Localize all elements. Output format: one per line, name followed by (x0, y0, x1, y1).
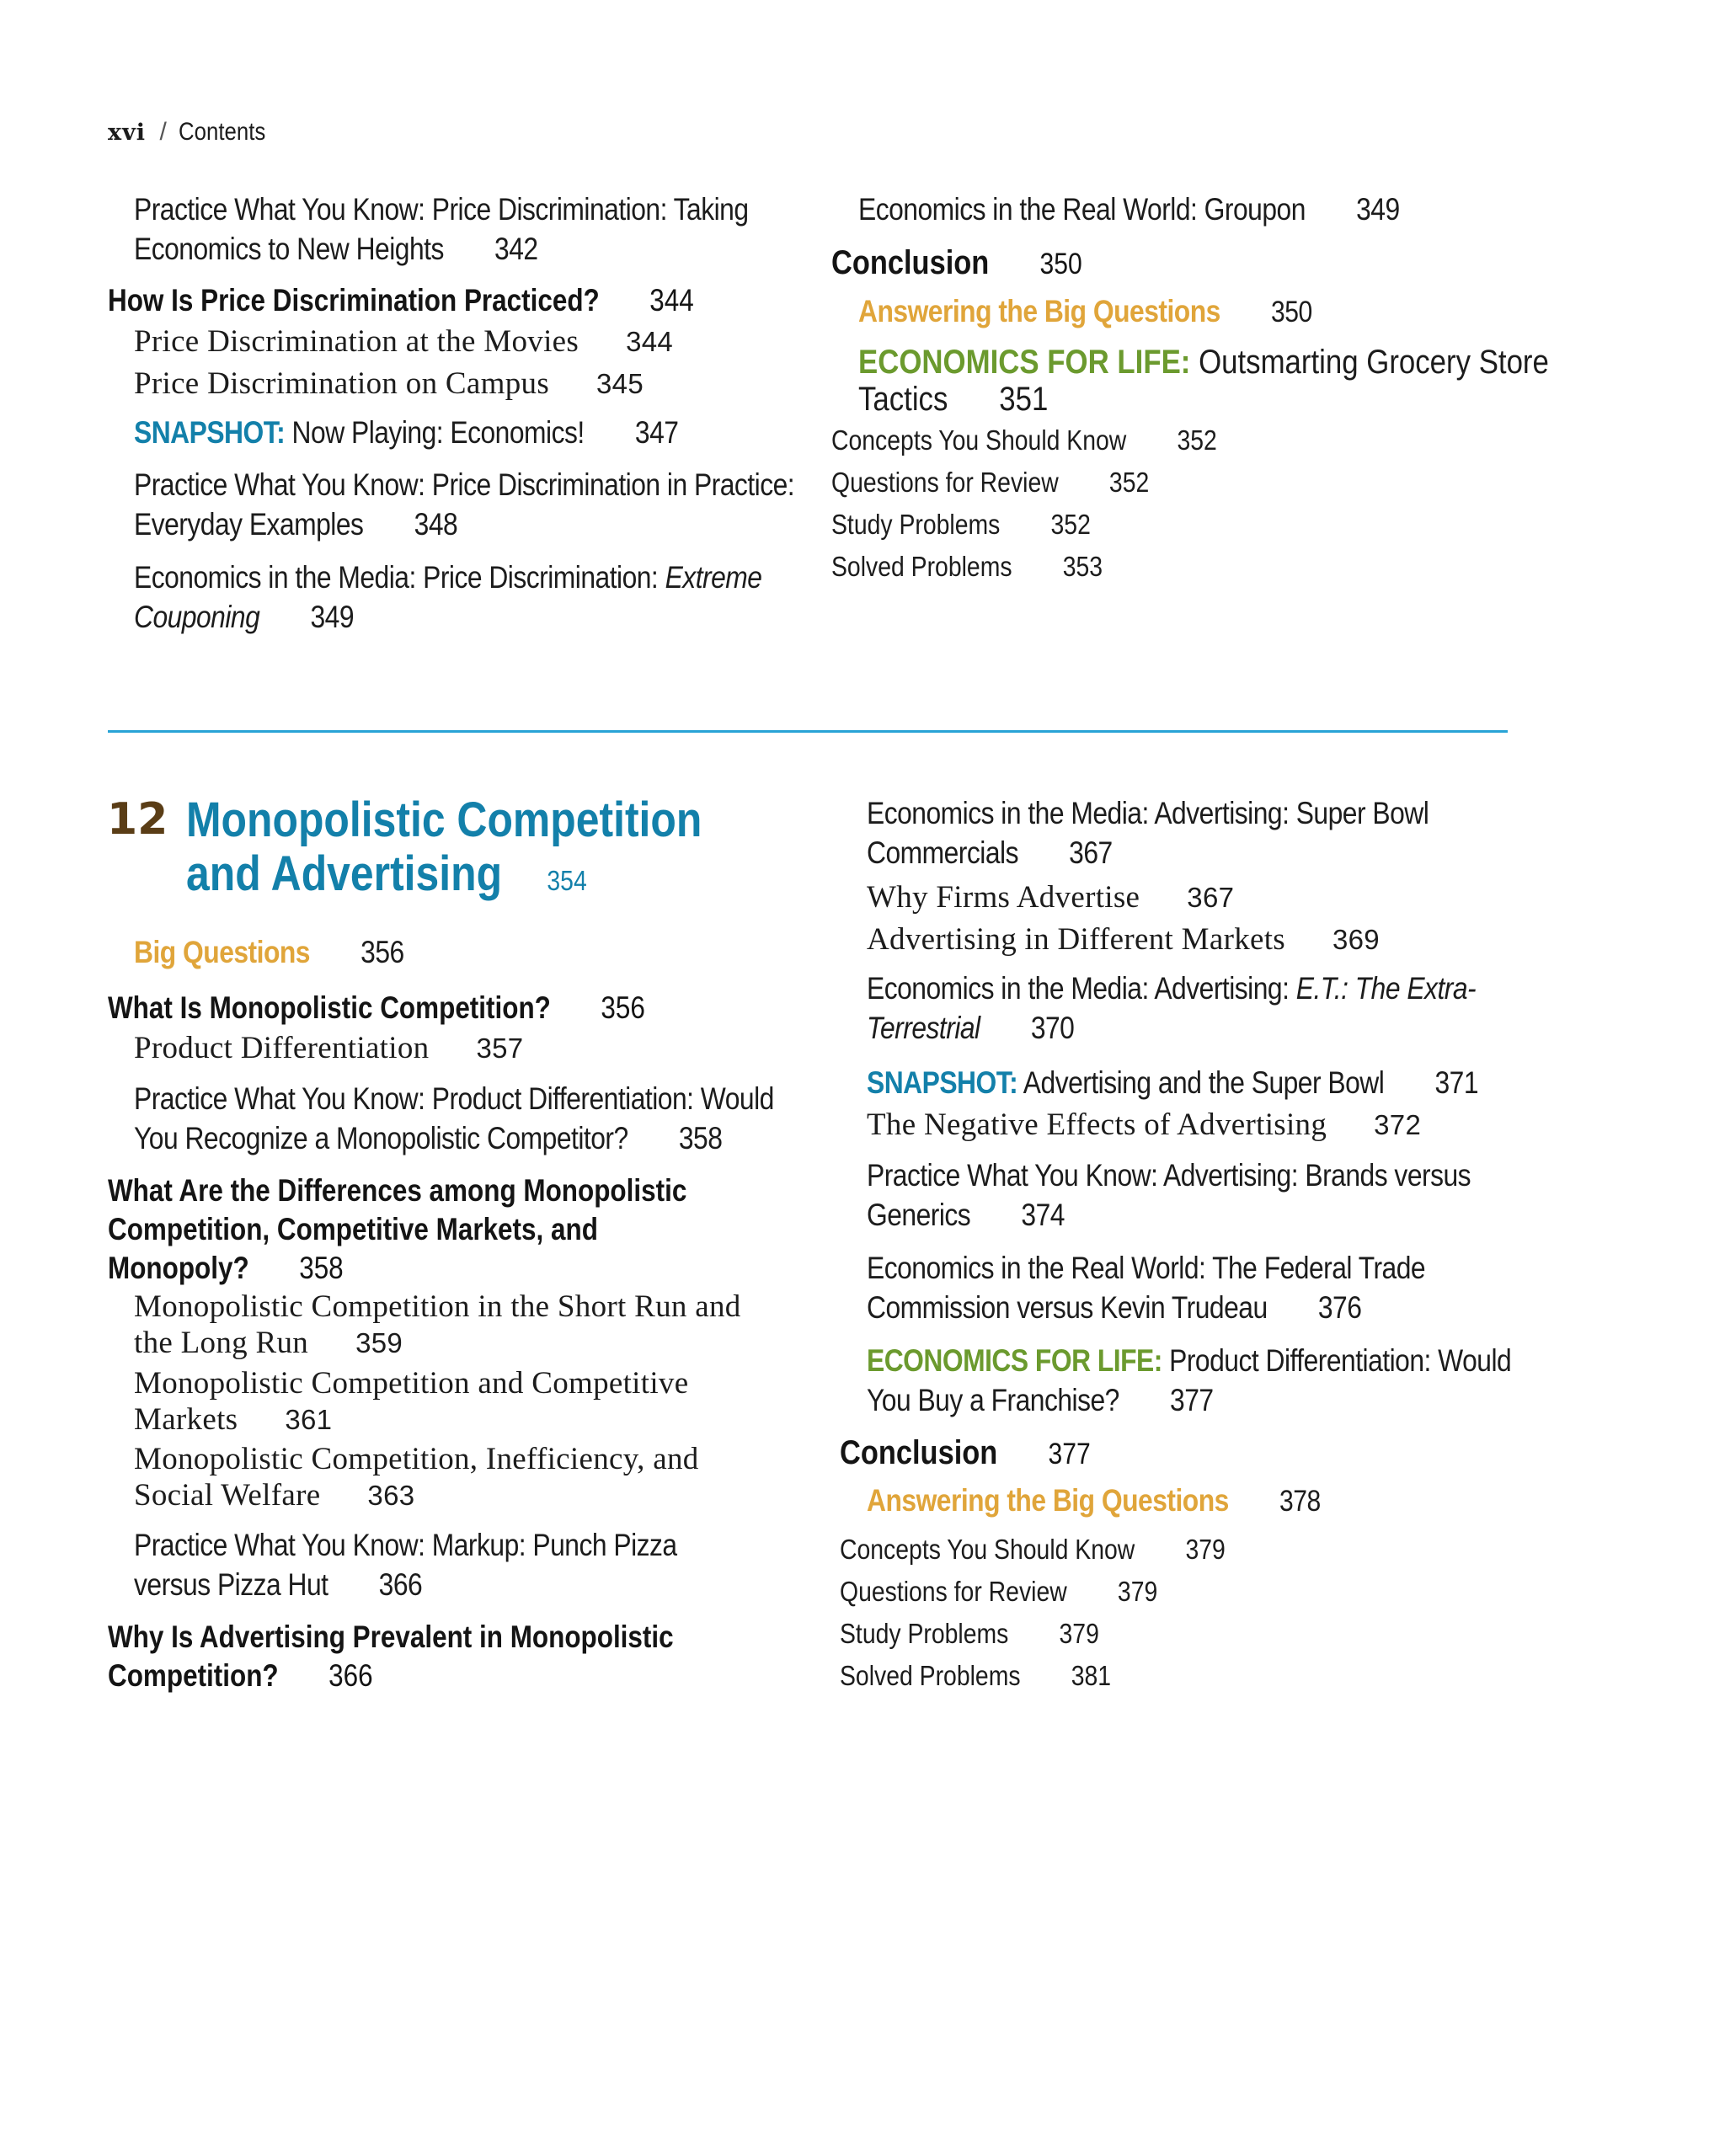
toc-entry-real-world-ftc[interactable] (867, 1248, 1425, 1327)
page-ref: 350 (1039, 248, 1082, 280)
entry-text: Economics in the Real World: The Federal Trade (867, 1251, 1426, 1285)
subsection-text: Monopolistic Competition in the Short Run and (134, 1289, 741, 1324)
toc-end-item[interactable] (840, 1529, 1226, 1571)
page-number: xvi (108, 120, 147, 146)
snapshot-label: SNAPSHOT: (134, 415, 286, 450)
page-ref: 359 (355, 1327, 403, 1358)
entry-text: Practice What You Know: Price Discrimination: Taking (134, 192, 749, 227)
subsection-text: Markets (134, 1402, 238, 1437)
page-ref: 372 (1374, 1109, 1422, 1140)
entry-text: Outsmarting Grocery Store (1199, 344, 1549, 381)
subsection-text: Monopolistic Competition, Inefficiency, and (134, 1442, 699, 1476)
toc-entry-practice-brands-generics[interactable] (867, 1155, 1471, 1235)
toc-end-item[interactable] (840, 1655, 1226, 1697)
heading-text: How Is Price Discrimination Practiced? (108, 283, 600, 318)
toc-subsection-why-firms-advertise[interactable] (867, 879, 1234, 915)
page-ref: 351 (999, 381, 1049, 418)
toc-answering-big-questions[interactable] (858, 291, 1312, 332)
toc-end-item[interactable] (840, 1613, 1226, 1655)
page-ref: 356 (601, 990, 645, 1025)
toc-end-item[interactable] (831, 546, 1217, 588)
entry-text: Everyday Examples (134, 507, 364, 542)
page-ref: 377 (1170, 1383, 1214, 1417)
page-ref: 378 (1279, 1485, 1321, 1518)
toc-big-questions[interactable] (134, 932, 404, 972)
entry-text: Practice What You Know: Advertising: Brands versus (867, 1158, 1471, 1193)
toc-subsection-product-differentiation[interactable] (134, 1030, 523, 1066)
page-ref: 344 (626, 326, 674, 357)
subsection-text: the Long Run (134, 1326, 309, 1360)
toc-snapshot-now-playing[interactable] (134, 413, 678, 452)
entry-text: Commission versus Kevin Trudeau (867, 1290, 1268, 1325)
end-item-text: Concepts You Should Know (831, 424, 1127, 456)
page-ref: 366 (378, 1567, 423, 1602)
toc-conclusion[interactable] (831, 242, 1082, 286)
toc-subsection-short-run-long-run[interactable] (134, 1289, 741, 1361)
efl-label: ECONOMICS FOR LIFE: (858, 344, 1191, 381)
page-ref: 367 (1069, 835, 1113, 870)
toc-economics-for-life-grocery[interactable] (858, 344, 1549, 418)
page-ref: 379 (1117, 1576, 1158, 1607)
toc-entry-practice-everyday-examples[interactable] (134, 465, 794, 544)
toc-end-item[interactable] (831, 504, 1217, 546)
heading-text: Why Is Advertising Prevalent in Monopolistic (108, 1620, 674, 1654)
end-item-text: Concepts You Should Know (840, 1534, 1135, 1565)
big-questions-text: Big Questions (134, 935, 310, 969)
subsection-text: Why Firms Advertise (867, 880, 1140, 915)
toc-entry-practice-product-differentiation[interactable] (134, 1079, 774, 1158)
toc-end-matter-list (831, 419, 1217, 588)
page-ref: 379 (1185, 1534, 1226, 1565)
toc-end-matter-list (840, 1529, 1226, 1697)
page-ref: 381 (1071, 1660, 1112, 1691)
entry-text: Economics in the Media: Advertising: (867, 971, 1290, 1006)
page-ref: 358 (299, 1251, 344, 1285)
subsection-text: Social Welfare (134, 1478, 321, 1513)
toc-heading-price-discrimination-practiced[interactable] (108, 281, 694, 320)
snapshot-label: SNAPSHOT: (867, 1065, 1018, 1100)
toc-conclusion[interactable] (840, 1432, 1091, 1476)
heading-text: What Are the Differences among Monopolistic (108, 1173, 687, 1208)
subsection-text: Product Differentiation (134, 1031, 430, 1065)
page-ref: 376 (1317, 1290, 1362, 1325)
toc-subsection-negative-effects[interactable] (867, 1107, 1421, 1143)
entry-text: Generics (867, 1198, 971, 1232)
entry-text: You Buy a Franchise? (867, 1383, 1119, 1417)
toc-entry-media-extreme-couponing[interactable] (134, 558, 761, 637)
entry-title-italic: Terrestrial (867, 1011, 980, 1045)
entry-text: Economics in the Real World: Groupon (858, 192, 1306, 227)
page-ref: 342 (494, 232, 538, 266)
end-item-text: Solved Problems (840, 1660, 1021, 1691)
toc-subsection-inefficiency-welfare[interactable] (134, 1441, 699, 1513)
subsection-text: Monopolistic Competition and Competitive (134, 1366, 689, 1401)
page-ref: 352 (1050, 509, 1091, 540)
page-ref: 357 (476, 1033, 524, 1064)
entry-text: Product Differentiation: Would (1169, 1343, 1512, 1378)
toc-entry-real-world-groupon[interactable] (858, 189, 1400, 229)
conclusion-text: Conclusion (840, 1434, 998, 1471)
heading-text: Competition? (108, 1658, 279, 1693)
page-ref: 371 (1434, 1065, 1479, 1100)
entry-text: Economics to New Heights (134, 232, 444, 266)
chapter-number: 12 (107, 794, 168, 845)
end-item-text: Questions for Review (831, 467, 1059, 498)
toc-answering-big-questions[interactable] (867, 1481, 1321, 1521)
entry-text: Now Playing: Economics! (291, 415, 585, 450)
end-item-text: Solved Problems (831, 551, 1012, 582)
toc-subsection-campus[interactable] (134, 366, 644, 402)
page-ref: 350 (1271, 296, 1312, 328)
toc-entry-practice-markup-pizza[interactable] (134, 1525, 677, 1604)
page-ref: 370 (1030, 1011, 1075, 1045)
chapter-divider (108, 730, 1508, 733)
toc-end-item[interactable] (831, 419, 1217, 462)
toc-entry-media-super-bowl[interactable] (867, 793, 1429, 873)
page-ref: 363 (367, 1480, 415, 1511)
entry-text: Tactics (858, 381, 948, 418)
toc-entry-practice-taking-economics[interactable] (134, 189, 749, 269)
efl-label: ECONOMICS FOR LIFE: (867, 1343, 1162, 1378)
entry-title-italic: Extreme (665, 560, 762, 595)
heading-text: Competition, Competitive Markets, and (108, 1212, 598, 1246)
toc-subsection-competitive-markets[interactable] (134, 1365, 688, 1438)
page-ref: 377 (1048, 1438, 1091, 1470)
page-ref: 366 (328, 1658, 373, 1693)
toc-subsection-different-markets[interactable] (867, 921, 1380, 958)
toc-heading-why-advertising[interactable] (108, 1618, 674, 1695)
toc-snapshot-super-bowl[interactable] (867, 1063, 1478, 1102)
chapter-title-line: and Advertising (186, 846, 503, 901)
chapter-title[interactable] (186, 793, 702, 908)
subsection-text: Price Discrimination at the Movies (134, 324, 579, 359)
entry-text: versus Pizza Hut (134, 1567, 328, 1602)
header-section: Contents (179, 118, 266, 146)
page-ref: 379 (1059, 1618, 1099, 1649)
chapter-title-line: Monopolistic Competition (186, 792, 702, 847)
page-ref: 352 (1177, 424, 1217, 456)
page-ref: 353 (1062, 551, 1103, 582)
toc-subsection-movies[interactable] (134, 323, 673, 360)
page-ref: 358 (678, 1121, 723, 1155)
page-ref: 349 (310, 600, 355, 634)
page-ref: 348 (414, 507, 458, 542)
entry-text: Commercials (867, 835, 1018, 870)
page-ref: 345 (596, 368, 644, 399)
page-ref: 347 (634, 415, 679, 450)
entry-text: Economics in the Media: Price Discrimination: (134, 560, 659, 595)
answering-text: Answering the Big Questions (867, 1483, 1229, 1518)
chapter-page-ref: 354 (547, 865, 587, 896)
page-ref: 344 (649, 283, 694, 318)
toc-end-item[interactable] (831, 462, 1217, 504)
toc-end-item[interactable] (840, 1571, 1226, 1613)
entry-text: Economics in the Media: Advertising: Super Bowl (867, 796, 1429, 830)
toc-economics-for-life-franchise[interactable] (867, 1341, 1511, 1420)
heading-text: What Is Monopolistic Competition? (108, 990, 551, 1025)
entry-title-italic: Couponing (134, 600, 260, 634)
entry-text: Advertising and the Super Bowl (1023, 1065, 1385, 1100)
subsection-text: The Negative Effects of Advertising (867, 1107, 1327, 1142)
heading-text: Monopoly? (108, 1251, 249, 1285)
page-ref: 367 (1187, 882, 1235, 913)
entry-title-italic: E.T.: The Extra- (1295, 971, 1477, 1006)
answering-text: Answering the Big Questions (858, 294, 1220, 328)
end-item-text: Study Problems (840, 1618, 1009, 1649)
entry-text: Practice What You Know: Product Differentiation: Would (134, 1081, 774, 1116)
running-header (108, 118, 280, 147)
subsection-text: Price Discrimination on Campus (134, 366, 550, 401)
toc-heading-differences-among[interactable] (108, 1171, 686, 1288)
conclusion-text: Conclusion (831, 244, 990, 281)
page-ref: 374 (1021, 1198, 1065, 1232)
end-item-text: Questions for Review (840, 1576, 1067, 1607)
entry-text: Practice What You Know: Price Discrimination in Practice: (134, 467, 795, 502)
subsection-text: Advertising in Different Markets (867, 922, 1285, 957)
end-item-text: Study Problems (831, 509, 1001, 540)
page-ref: 352 (1108, 467, 1150, 498)
page-ref: 361 (285, 1404, 333, 1435)
entry-text: Practice What You Know: Markup: Punch Pizza (134, 1528, 677, 1562)
entry-text: You Recognize a Monopolistic Competitor? (134, 1121, 628, 1155)
toc-entry-media-et[interactable] (867, 969, 1476, 1048)
page-ref: 369 (1332, 924, 1380, 955)
page-ref: 349 (1356, 192, 1400, 227)
toc-heading-what-is-monopolistic-competition[interactable] (108, 989, 645, 1027)
page-ref: 356 (360, 935, 404, 969)
header-separator: / (159, 118, 167, 146)
